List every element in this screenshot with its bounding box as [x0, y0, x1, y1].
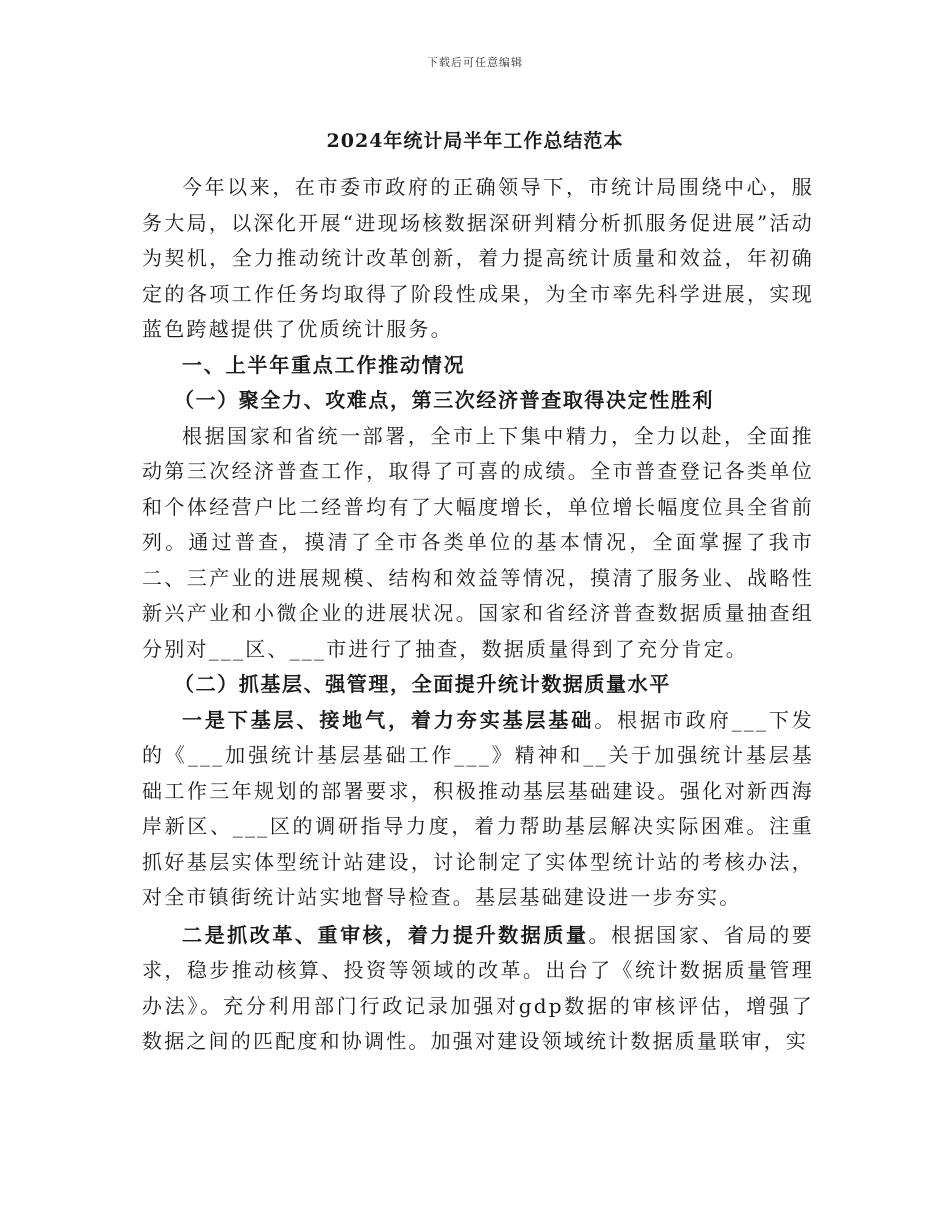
lead-phrase: 二是抓改革、重审核，着力提升数据质量 [182, 922, 589, 947]
subsection-heading: （一）聚全力、攻难点，第三次经济普查取得决定性胜利 [174, 388, 714, 412]
intro-paragraph: 今年以来，在市委市政府的正确领导下，市统计局围绕中心，服务大局，以深化开展“进现场核数据深研判精分析抓服务促进展”活动为契机，全力推动统计改革创新，着力提高统计质量和效益，年初确定的各项工作任务均取得了阶段性成果，为全市率先科学进展，实现蓝色跨越提供了优质统计服务。 [142, 175, 814, 341]
paragraph-text: 。根据国家、省局的要求，稳步推动核算、投资等领域的改革。出台了《统计数据质量管理办法》。充分利用部门行政记录加强对gdp数据的审核评估，增强了数据之间的匹配度和协调性。加强对建设领域统计数据质量联审，实 [142, 922, 814, 1053]
header-note: 下载后可任意编辑 [427, 56, 523, 69]
body-paragraph [142, 918, 814, 1060]
subsection-heading: （二）抓基层、强管理，全面提升统计数据质量水平 [174, 672, 671, 696]
document-body [142, 170, 814, 1060]
document-title: 2024年统计局半年工作总结范本 [326, 130, 624, 152]
section-heading: 一、上半年重点工作推动情况 [182, 352, 466, 377]
body-paragraph [142, 703, 814, 916]
paragraph-text: 。根据市政府___下发的《___加强统计基层基础工作___》精神和__关于加强统计基层基础工作三年规划的部署要求，积极推动基层基础建设。强化对新西海岸新区、___区的调研指导力度，着力帮助基层解决实际困难。注重抓好基层实体型统计站建设，讨论制定了实体型统计站的考核办法，对全市镇街统计站实地督导检查。基层基础建设进一步夯实。 [142, 707, 814, 909]
body-paragraph: 根据国家和省统一部署，全市上下集中精力，全力以赴，全面推动第三次经济普查工作，取得了可喜的成绩。全市普查登记各类单位和个体经营户比二经普均有了大幅度增长，单位增长幅度位具全省前列。通过普查，摸清了全市各类单位的基本情况，全面掌握了我市二、三产业的进展规模、结构和效益等情况，摸清了服务业、战略性新兴产业和小微企业的进展状况。国家和省经济普查数据质量抽查组分别对___区、___市进行了抽查，数据质量得到了充分肯定。 [142, 423, 814, 661]
lead-phrase: 一是下基层、接地气，着力夯实基层基础 [182, 707, 595, 732]
